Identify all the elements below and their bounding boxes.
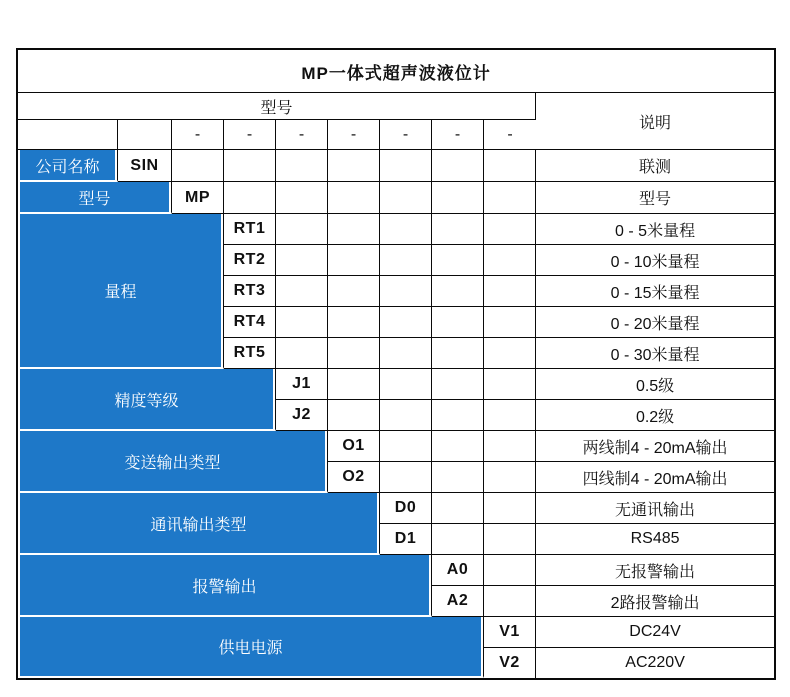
description-cell: 0 - 10米量程 xyxy=(536,245,774,276)
empty-cell xyxy=(484,214,536,245)
category-cell-range: 量程 xyxy=(18,214,224,369)
empty-cell xyxy=(380,462,432,493)
category-cell-comm-output: 通讯输出类型 xyxy=(18,493,380,555)
dash-cell: - xyxy=(484,120,536,150)
empty-cell xyxy=(328,182,380,214)
code-cell: O2 xyxy=(328,462,380,493)
dash-cell: - xyxy=(172,120,224,150)
empty-cell xyxy=(380,369,432,400)
dash-cell: - xyxy=(380,120,432,150)
empty-cell xyxy=(484,524,536,555)
description-cell: 四线制4 - 20mA输出 xyxy=(536,462,774,493)
empty-cell xyxy=(484,276,536,307)
model-header: 型号 xyxy=(18,93,536,120)
description-cell: RS485 xyxy=(536,524,774,555)
empty-cell xyxy=(380,400,432,431)
empty-cell xyxy=(432,276,484,307)
code-cell: D1 xyxy=(380,524,432,555)
model-selection-table xyxy=(16,48,776,680)
empty-cell xyxy=(276,245,328,276)
empty-cell xyxy=(484,586,536,617)
empty-cell xyxy=(328,369,380,400)
category-cell-alarm-output: 报警输出 xyxy=(18,555,432,617)
empty-cell xyxy=(432,307,484,338)
empty-cell xyxy=(432,338,484,369)
empty-cell xyxy=(432,214,484,245)
dash-cell: - xyxy=(328,120,380,150)
empty-cell xyxy=(276,214,328,245)
description-cell: 0 - 5米量程 xyxy=(536,214,774,245)
empty-cell xyxy=(380,338,432,369)
empty-cell xyxy=(328,150,380,182)
empty-cell xyxy=(432,462,484,493)
empty-cell xyxy=(172,150,224,182)
empty-cell xyxy=(276,182,328,214)
empty-cell xyxy=(328,276,380,307)
empty-cell xyxy=(484,493,536,524)
code-cell: O1 xyxy=(328,431,380,462)
empty-cell xyxy=(276,307,328,338)
empty-cell xyxy=(484,245,536,276)
empty-cell xyxy=(432,524,484,555)
description-cell: 两线制4 - 20mA输出 xyxy=(536,431,774,462)
description-cell: 型号 xyxy=(536,182,774,214)
description-cell: AC220V xyxy=(625,654,685,671)
empty-cell xyxy=(484,182,536,214)
description-cell: DC24V xyxy=(536,617,774,648)
description-cell: 联测 xyxy=(536,150,774,182)
code-cell: V2 xyxy=(484,648,536,678)
empty-cell xyxy=(276,150,328,182)
empty-cell xyxy=(484,150,536,182)
empty-cell xyxy=(380,245,432,276)
dash-cell: - xyxy=(276,120,328,150)
category-cell-accuracy: 精度等级 xyxy=(18,369,276,431)
category-cell-transmit-output: 变送输出类型 xyxy=(18,431,328,493)
description-cell: 2路报警输出 xyxy=(536,586,774,617)
empty-cell xyxy=(328,245,380,276)
empty-cell xyxy=(328,214,380,245)
description-cell: 0 - 30米量程 xyxy=(536,338,774,369)
description-cell: 0 - 20米量程 xyxy=(536,307,774,338)
code-cell: A2 xyxy=(432,586,484,617)
empty-cell xyxy=(432,150,484,182)
dash-cell: - xyxy=(432,120,484,150)
empty-cell xyxy=(432,182,484,214)
code-cell: RT5 xyxy=(224,338,276,369)
empty-cell xyxy=(432,400,484,431)
code-cell: A0 xyxy=(432,555,484,586)
empty-cell xyxy=(484,400,536,431)
empty-cell xyxy=(484,369,536,400)
description-header: 说明 xyxy=(536,93,774,150)
empty-cell xyxy=(484,555,536,586)
empty-cell xyxy=(18,120,118,150)
empty-cell xyxy=(484,462,536,493)
empty-cell xyxy=(432,369,484,400)
code-cell: RT4 xyxy=(224,307,276,338)
empty-cell xyxy=(328,338,380,369)
category-cell-model: 型号 xyxy=(18,182,172,214)
empty-cell xyxy=(328,307,380,338)
code-cell: MP xyxy=(172,182,224,214)
description-cell: 0.2级 xyxy=(536,400,774,431)
empty-cell xyxy=(380,182,432,214)
empty-cell xyxy=(380,276,432,307)
category-cell-company: 公司名称 xyxy=(18,150,118,182)
empty-cell xyxy=(224,182,276,214)
code-cell: RT3 xyxy=(224,276,276,307)
description-cell: 无通讯输出 xyxy=(536,493,774,524)
empty-cell xyxy=(276,276,328,307)
code-cell: J1 xyxy=(276,369,328,400)
empty-cell xyxy=(484,307,536,338)
empty-cell xyxy=(328,400,380,431)
code-cell: D0 xyxy=(380,493,432,524)
empty-cell xyxy=(380,431,432,462)
empty-cell xyxy=(380,214,432,245)
dash-cell: - xyxy=(224,120,276,150)
empty-cell xyxy=(484,431,536,462)
description-cell: 0 - 15米量程 xyxy=(536,276,774,307)
empty-cell xyxy=(276,338,328,369)
category-cell-power-supply: 供电电源 xyxy=(18,617,484,678)
code-cell: RT2 xyxy=(224,245,276,276)
code-cell: J2 xyxy=(276,400,328,431)
empty-cell xyxy=(380,150,432,182)
empty-cell xyxy=(224,150,276,182)
empty-cell xyxy=(118,120,172,150)
description-cell: 无报警输出 xyxy=(536,555,774,586)
empty-cell xyxy=(432,431,484,462)
empty-cell xyxy=(380,307,432,338)
empty-cell xyxy=(432,493,484,524)
empty-cell xyxy=(484,338,536,369)
table-title: MP一体式超声波液位计 xyxy=(18,50,774,93)
code-cell: SIN xyxy=(118,150,172,182)
empty-cell xyxy=(432,245,484,276)
code-cell: RT1 xyxy=(224,214,276,245)
description-cell: 0.5级 xyxy=(536,369,774,400)
code-cell: V1 xyxy=(484,617,536,648)
